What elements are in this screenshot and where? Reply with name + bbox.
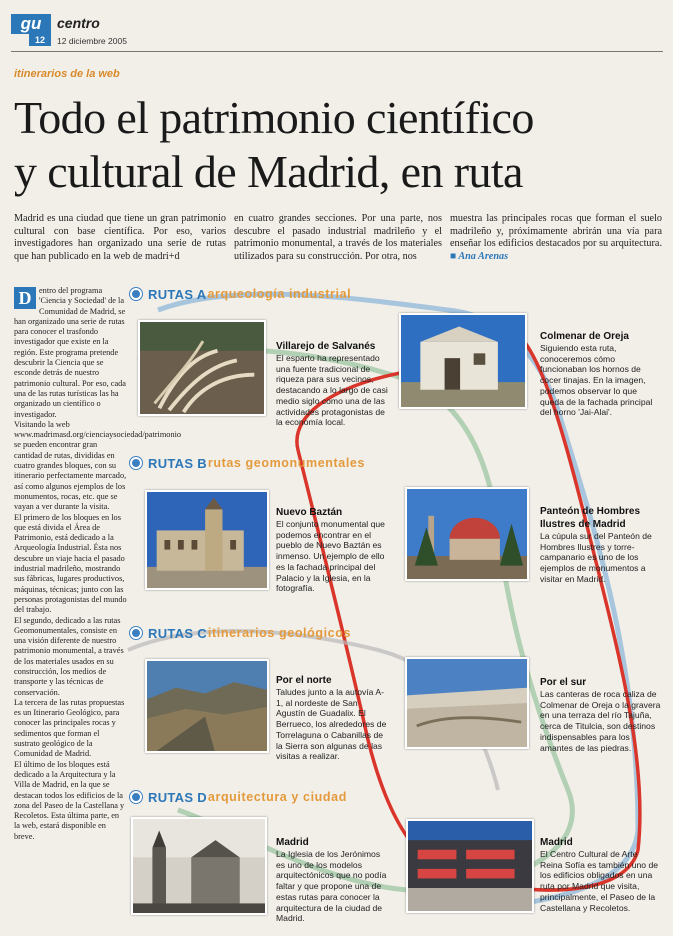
route-name: arquitectura y ciudad (207, 790, 347, 804)
caption-villarejo (276, 340, 388, 428)
body-paragraph-6: El último de los bloques está dedicado a la Arquitectura y la Villa de Madrid, en la que se destacan todos los edificios de la zona del Paseo de la Castellana y Recoletos. Esta última parte, en la web, estará disponible en breve. (14, 759, 125, 841)
body-paragraph-3: El primero de los bloques en los que está divida el Área de Patrimonio, está dedicado a la Arqueología Industrial. Ésta nos descubre un viaje hacia el pasado industrial madrileño, mostrando sus fábricas, lugares productivos, máquinas, técnicas; junto con las personas protagonistas del mundo del trabajo. (14, 512, 127, 615)
caption-title: Panteón de Hombres Ilustres de Madrid (540, 506, 641, 530)
lede-column-3-text: muestra las principales rocas que forman el suelo madrileño y, próximamente abrirán una vía para enseñar los edificios destacados por su arquitectura. (450, 213, 662, 250)
photo-nuevo-baztan (145, 490, 269, 590)
caption-text: Siguiendo esta ruta, conoceremos cómo funcionaban los hornos de cocer tinajas. En la imagen, podemos observar lo que queda de la fachada principal del horno 'Jai-Alai'. (540, 343, 653, 418)
caption-reina-sofia (540, 836, 662, 913)
photo-canteras (405, 657, 529, 749)
caption-text: El conjunto monumental que podemos encontrar en el pueblo de Nuevo Baztán es inmenso. Un ejemplo de ello es la fachada principal del Palacio y la Iglesia, en la fotografía. (276, 519, 385, 594)
author-name: Ana Arenas (458, 250, 509, 262)
headline (14, 91, 664, 199)
publication-logo (11, 14, 51, 46)
caption-text: Las canteras de roca caliza de Colmenar de Oreja o la gravera en una terraza del río Tajuña, cerca de Titulcia, son destinos indispensables para los amantes de las piedras. (540, 689, 661, 753)
route-dot-icon (130, 288, 142, 300)
photo-horno (399, 313, 527, 409)
route-name: itinerarios geológicos (207, 626, 352, 640)
caption-title: Por el sur (540, 677, 587, 688)
route-name: arqueología industrial (207, 287, 352, 301)
route-prefix: RUTAS B (148, 455, 207, 471)
issue-date: 12 diciembre 2005 (57, 36, 127, 46)
route-heading-c (130, 623, 351, 643)
logo-text: gu (11, 14, 51, 34)
caption-title: Por el norte (276, 675, 332, 686)
body-paragraph-4: El segundo, dedicado a las rutas Geomonumentales, consiste en una visión diferente de nuestro patrimonio monumental, a través de los materiales usados en su construcción, los medios de transporte y las técnicas de conservación. (14, 615, 124, 697)
lede-column-1: Madrid es una ciudad que tiene un gran patrimonio cultural con base científica. Por eso, varios investigadores han organizado una serie de rutas que han publicado en la web de madri+d (14, 213, 226, 262)
caption-text: La Iglesia de los Jerónimos es uno de los modelos arquitectónicos que no podía faltar y que propone una de estas rutas para conocer la arquitectura de la ciudad de Madrid. (276, 849, 387, 924)
caption-title: Villarejo de Salvanés (276, 341, 376, 352)
headline-line-1: Todo el patrimonio científico (14, 92, 534, 143)
photo-reina-sofia (406, 819, 534, 913)
section-name: centro (57, 15, 100, 31)
caption-text: El Centro Cultural de Arte Reina Sofía es también uno de los edificios obligados en una ruta por Madrid que visita, principalmente, el Paseo de la Castellana y Recoletos. (540, 849, 659, 913)
caption-colmenar (540, 330, 662, 418)
dropcap: D (14, 287, 36, 309)
route-dot-icon (130, 627, 142, 639)
route-heading-a (130, 284, 351, 304)
caption-text: Taludes junto a la autovía A-1, al nordeste de San Agustín de Guadalix. El Berrueco, los alrededores de Torrelaguna o Cabanillas de la Sierra son algunas de las visitas a realizar. (276, 687, 387, 762)
photo-jeronimos (131, 817, 267, 915)
lede-column-2: en cuatro grandes secciones. Por una parte, nos descubre el pasado industrial madrileño y el patrimonio monumental, a través de los materiales utilizados para su construcción. Por otra, nos (234, 213, 442, 262)
route-heading-d (130, 787, 347, 807)
caption-nuevo-baztan (276, 506, 388, 594)
lede-column-3 (450, 213, 662, 263)
route-prefix: RUTAS A (148, 286, 207, 302)
caption-title: Colmenar de Oreja (540, 331, 629, 342)
route-prefix: RUTAS D (148, 789, 207, 805)
caption-title: Nuevo Baztán (276, 507, 343, 518)
route-line-green (138, 350, 572, 891)
kicker: itinerarios de la web (14, 68, 120, 80)
body-paragraph-2: Visitando la web www.madrimasd.org/cienciaysociedad/patrimonio se pueden encontrar gran cantidad de rutas, divididas en cuatro grandes bloques, con su itinerario perfectamente marcado, así como algunos ejemplos de los monumentos, rocas, etc. que se vayan a ver durante la visita. (14, 419, 182, 512)
caption-norte (276, 674, 388, 762)
caption-sur (540, 676, 662, 753)
photo-panteon (405, 487, 529, 581)
author-signature: ■ Ana Arenas (450, 250, 509, 262)
headline-line-2: y cultural de Madrid, en ruta (14, 146, 523, 197)
body-paragraph-5: La tercera de las rutas propuestas es un Itinerario Geológico, para conocer las principales rocas y sedimentos que forman el sustrato geológico de la Comunidad de Madrid. (14, 697, 125, 759)
route-dot-icon (130, 791, 142, 803)
caption-text: La cúpula sur del Panteón de Hombres Ilustres y torre-campanario es uno de los ejemplos de monumentos a visitar en Madrid. (540, 531, 652, 584)
photo-taludes (145, 659, 269, 753)
route-name: rutas geomonumentales (207, 456, 365, 470)
caption-panteon (540, 505, 662, 585)
photo-esparto (138, 320, 266, 416)
caption-title: Madrid (540, 837, 573, 848)
route-heading-b (130, 453, 365, 473)
route-dot-icon (130, 457, 142, 469)
caption-text: El esparto ha representado una fuente tradicional de riqueza para sus vecinos, destacando a lo largo de casi medio siglo como una de las actividades protagonistas de la economía local. (276, 353, 388, 428)
body-paragraph-1 (14, 286, 127, 420)
caption-jeronimos (276, 836, 388, 924)
header-divider (11, 51, 663, 52)
page-number: 12 (29, 34, 51, 46)
caption-title: Madrid (276, 837, 309, 848)
route-prefix: RUTAS C (148, 625, 207, 641)
body-paragraph-1-text: entro del programa 'Ciencia y Sociedad' de la Comunidad de Madrid, se han organizado una serie de rutas para conocer el trasfondo investigador que existe en la región. Este programa pretende descubrir la Ciencia que se esconde detrás de nuestro patrimonio cultural. Por eso, cada una de las rutas turísticas las ha organizado un científico o investigador. (14, 286, 126, 419)
